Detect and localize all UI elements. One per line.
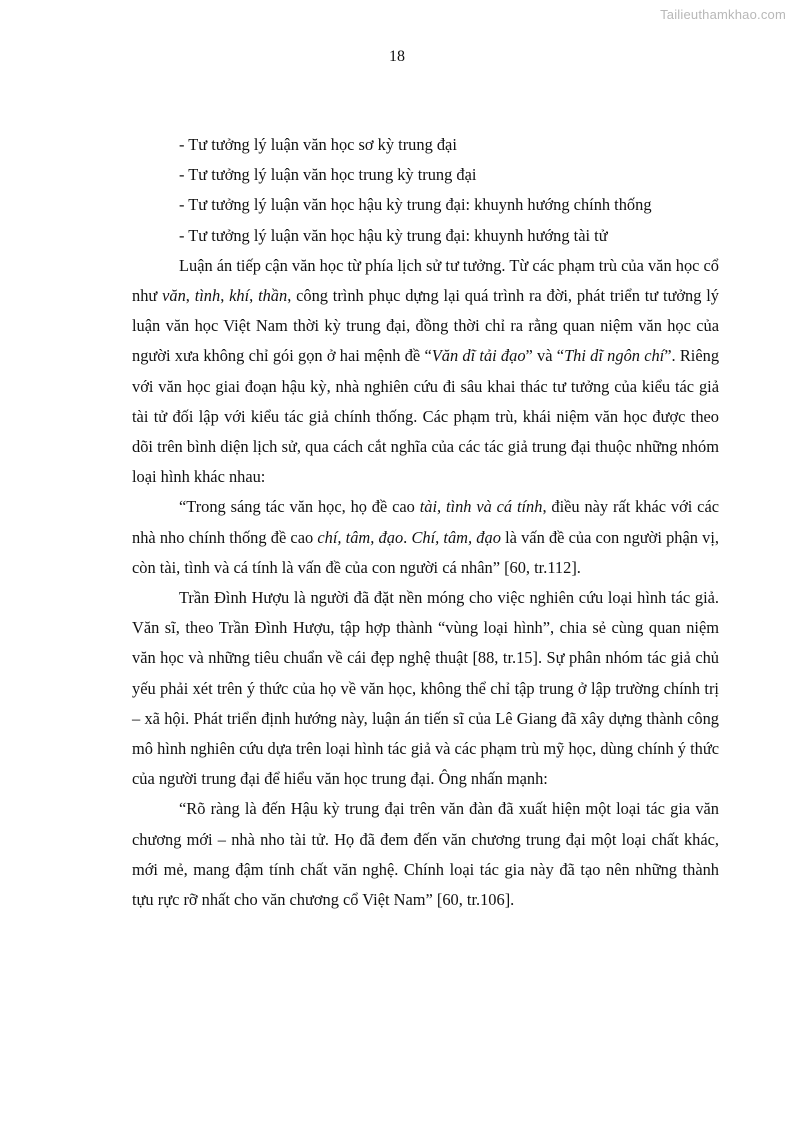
italic-term: văn: [162, 286, 186, 306]
list-item: - Tư tưởng lý luận văn học sơ kỳ trung đại: [179, 135, 457, 154]
text-run: , điều này rất khác với các nhà nho chính thống đề cao: [132, 497, 719, 547]
italic-term: chí, tâm, đạo: [317, 527, 404, 547]
text-run: ,: [185, 286, 195, 306]
quote-paragraph: “Rõ ràng là đến Hậu kỳ trung đại trên văn đàn đã xuất hiện một loại tác gia văn chương mới – nhà nho tài tử. Họ đã đem đến văn chương trung đại một loại chất khác, mới mẻ, mang đậm tính chất văn nghệ. Chính loại tác gia này đã tạo nên những thành tựu rực rỡ nhất cho văn chương cổ Việt Nam” [60, tr.106].: [132, 799, 719, 910]
text-run: là vấn đề của con người phận vị, còn tài, tình và cá tính là vấn đề của con người cá nhân” [60, tr.112].: [132, 527, 719, 577]
italic-term: tài, tình và cá tính: [419, 497, 543, 517]
italic-term: Thi dĩ ngôn chí: [564, 346, 665, 366]
paragraph-author-typology: Trần Đình Hượu là người đã đặt nền móng cho việc nghiên cứu loại hình tác giả. Văn sĩ, theo Trần Đình Hượu, tập hợp thành “vùng loại hình”, chia sẻ cùng quan niệm văn học và những tiêu chuẩn về cái đẹp nghệ thuật [88, tr.15]. Sự phân nhóm tác giả chủ yếu phải xét trên ý thức của họ về văn học, không thể chỉ tập trung ở lập trường chính trị – xã hội. Phát triển định hướng này, luận án tiến sĩ của Lê Giang đã xây dựng thành công mô hình nghiên cứu dựa trên loại hình tác giả và các phạm trù mỹ học, dùng chính ý thức của người trung đại để hiểu văn học trung đại. Ông nhấn mạnh:: [132, 588, 719, 789]
list-item: - Tư tưởng lý luận văn học trung kỳ trung đại: [179, 165, 477, 185]
text-run: .: [403, 527, 412, 547]
italic-term: Chí, tâm, đạo: [411, 527, 501, 547]
text-run: ” và “: [525, 346, 565, 366]
italic-term: thần: [258, 286, 288, 306]
text-run: Luận án tiếp cận văn học từ phía lịch sử tư tưởng. Từ các phạm trù của văn học cổ như: [132, 255, 719, 306]
list-item: - Tư tưởng lý luận văn học hậu kỳ trung đại: khuynh hướng tài tử: [179, 225, 608, 245]
text-run: ,: [249, 286, 259, 306]
text-run: ,: [220, 286, 230, 306]
list-item: - Tư tưởng lý luận văn học hậu kỳ trung đại: khuynh hướng chính thống: [179, 195, 652, 215]
page-number: 18: [389, 48, 405, 65]
watermark: Tailieuthamkhao.com: [660, 7, 786, 22]
paragraph-thesis-approach: [132, 251, 719, 493]
italic-term: khí: [229, 286, 250, 306]
text-run: “Trong sáng tác văn học, họ đề cao: [179, 497, 420, 517]
text-run: ”. Riêng với văn học giai đoạn hậu kỳ, nhà nghiên cứu đi sâu khai thác tư tưởng của kiểu tác giả tài tử đối lập với kiểu tác giả chính thống. Các phạm trù, khái niệm văn học được theo dõi trên bình diện lịch sử, qua cách cắt nghĩa của các tác giả trung đại thuộc những nhóm loại hình khác nhau:: [132, 346, 720, 487]
italic-term: Văn dĩ tải đạo: [431, 346, 526, 366]
italic-term: tình: [194, 286, 221, 306]
page-body: [132, 130, 719, 915]
text-run: , công trình phục dựng lại quá trình ra đời, phát triển tư tưởng lý luận văn học Việt Nam thời kỳ trung đại, đồng thời chỉ ra rằng quan niệm văn học của người xưa không chỉ gói gọn ở hai mệnh đề “: [132, 286, 720, 366]
quote-paragraph: [132, 492, 719, 583]
